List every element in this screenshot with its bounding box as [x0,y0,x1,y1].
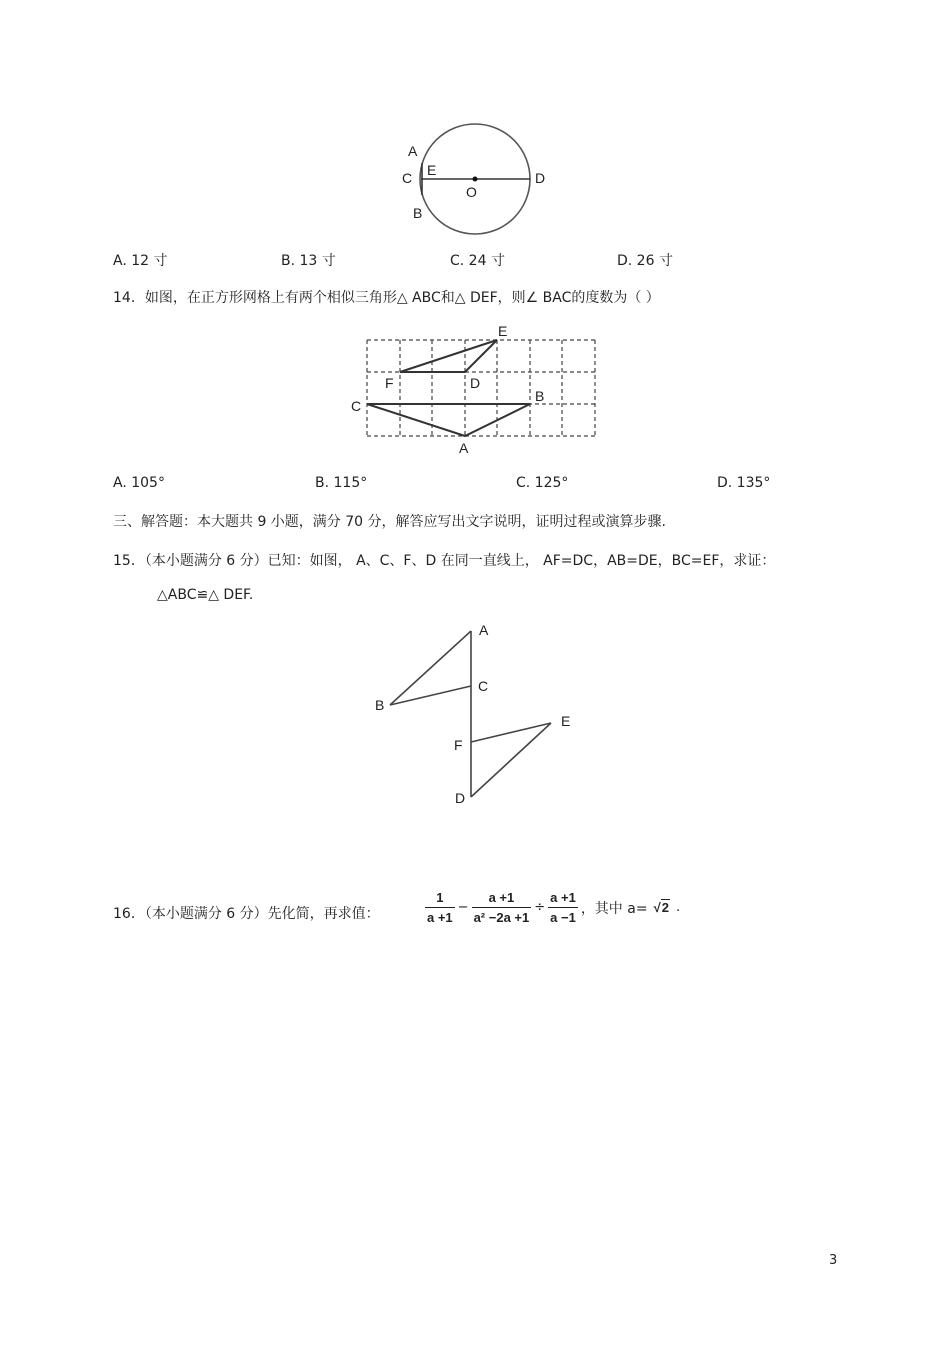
fraction-1 [425,890,455,925]
q13-option-d: D. 26 寸 [617,253,673,269]
label-b: B [535,388,545,404]
q15-figure [365,615,585,815]
fraction-3 [548,890,578,925]
fraction-2-numerator: a +1 [472,890,532,908]
q16-prefix: 16．（本小题满分 6 分）先化简，再求值： [113,906,380,922]
segment-ab [390,631,471,705]
center-point [473,177,478,182]
q15-line2: △ABC≌△ DEF. [157,587,254,603]
sqrt-radicand: 2 [661,900,669,915]
q16-suffix: ，其中 a= [580,900,648,917]
q14-option-b: B. 115° [315,475,368,491]
label-e: E [498,323,508,339]
divide-sign: ÷ [534,900,546,915]
q14-option-c: C. 125° [516,475,569,491]
label-b: B [413,205,423,221]
fraction-1-denominator: a +1 [427,910,453,925]
segment-bc [390,686,471,705]
minus-sign: − [457,900,469,915]
label-d: D [455,790,466,806]
segment-fe [471,723,551,742]
label-c: C [478,678,489,694]
fraction-2-denominator: a² −2a +1 [473,910,530,925]
triangle-def [400,340,497,372]
fraction-3-numerator: a +1 [548,890,578,908]
sqrt-expression: √2 [653,900,669,915]
label-f: F [385,375,394,391]
q13-option-b: B. 13 寸 [281,253,336,269]
page-number: 3 [829,1253,838,1268]
label-c: C [402,170,413,186]
label-d: D [535,170,546,186]
grid-figure [345,320,605,460]
label-f: F [454,737,463,753]
label-o: O [466,184,477,200]
q13-option-c: C. 24 寸 [450,253,505,269]
fraction-1-numerator: 1 [425,890,455,908]
fraction-3-denominator: a −1 [550,910,576,925]
q16-end: . [675,900,681,915]
label-e: E [561,713,571,729]
section3-heading: 三、解答题：本大题共 9 小题，满分 70 分，解答应写出文字说明，证明过程或演算步骤. [113,514,666,530]
q14-options [0,475,950,495]
segment-ed [471,723,551,797]
q13-option-a: A. 12 寸 [113,253,168,269]
q13-options [0,250,950,270]
fraction-2 [472,890,532,925]
grid-lines [367,340,595,436]
q14-option-d: D. 135° [717,475,771,491]
circle-figure [395,115,565,240]
q14-text: 14．如图，在正方形网格上有两个相似三角形△ ABC和△ DEF，则∠ BAC的度数为（ ） [113,290,660,306]
label-a: A [459,440,469,456]
q16-formula [425,890,683,925]
label-e: E [427,162,437,178]
triangle-abc [367,404,530,436]
label-a: A [408,143,418,159]
label-d: D [470,375,481,391]
label-c: C [351,398,362,414]
label-a: A [479,622,489,638]
q14-option-a: A. 105° [113,475,165,491]
q15-line1: 15．（本小题满分 6 分）已知：如图， A、C、F、D 在同一直线上， AF=DC，AB=DE，BC=EF，求证： [113,553,776,569]
label-b: B [375,697,385,713]
